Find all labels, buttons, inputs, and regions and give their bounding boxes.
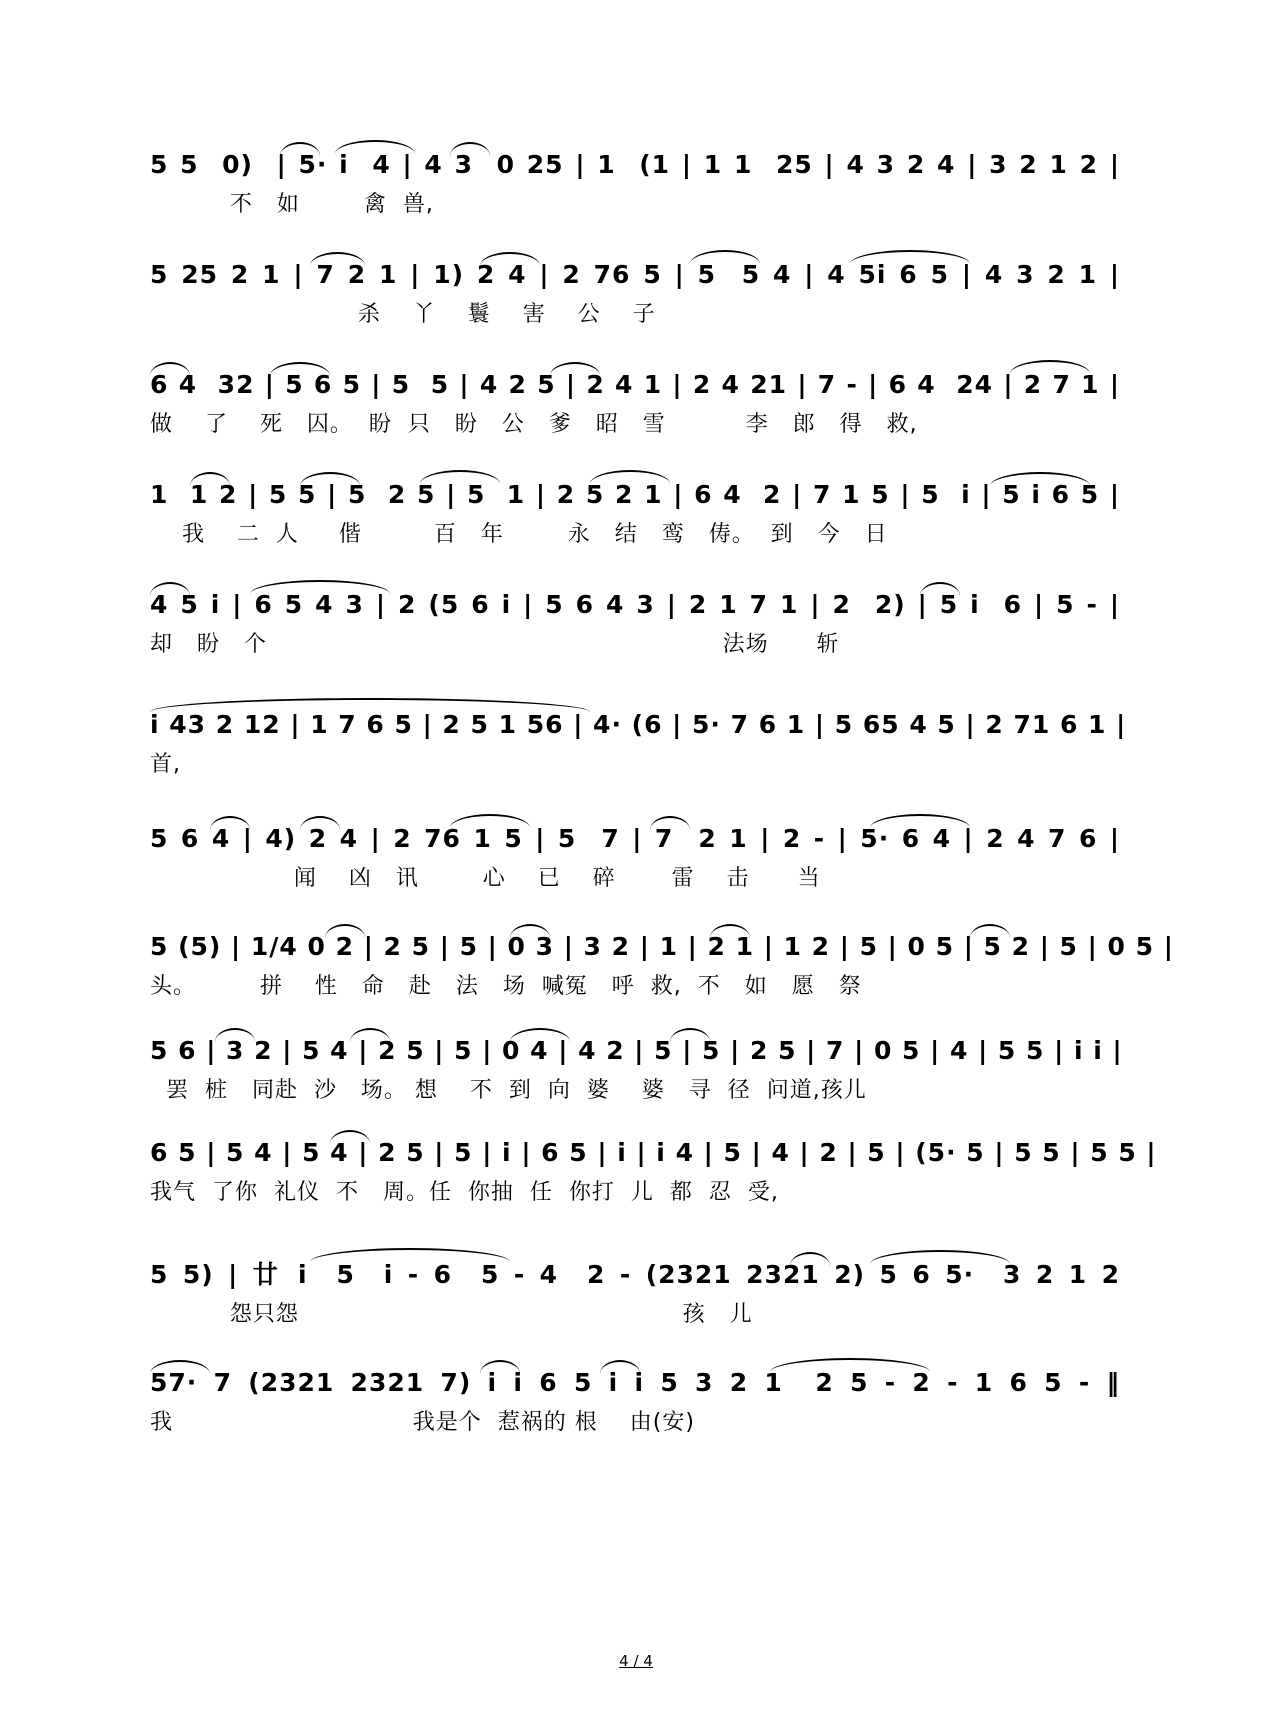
slur — [350, 1028, 390, 1042]
slur — [790, 1252, 830, 1266]
slur — [215, 1028, 255, 1042]
lyrics-line: 却 盼 个 法场 斩 — [150, 632, 840, 657]
slur — [480, 252, 540, 266]
slur — [190, 472, 230, 486]
lyrics-line: 罢 桩 同赴 沙 场。 想 不 到 向 婆 婆 寻 径 问道,孩儿 — [150, 1078, 867, 1103]
slur — [710, 924, 750, 938]
lyrics-line: 头。 拼 性 命 赴 法 场 喊冤 呼 救, 不 如 愿 祭 — [150, 974, 862, 999]
slur — [150, 362, 190, 376]
lyrics-line: 我气 了你 礼仪 不 周。任 你抽 任 你打 儿 都 忍 受, — [150, 1180, 779, 1205]
slur — [770, 1358, 930, 1372]
slur — [150, 1360, 210, 1374]
slur — [970, 924, 1010, 938]
slur — [870, 814, 970, 828]
slur — [150, 582, 190, 596]
slur — [325, 924, 365, 938]
slur — [550, 362, 600, 376]
notation-line: 4 5 i | 6 5 4 3 | 2 (5 6 i | 5 6 4 3 | 2 1 7 1 | 2 2) | 5 i 6 | 5 - | — [150, 590, 1120, 619]
lyrics-line: 我 我是个 惹祸的 根 由(安) — [150, 1410, 695, 1435]
slur — [250, 580, 390, 594]
slur — [690, 250, 760, 264]
slur — [990, 472, 1090, 486]
slur — [270, 362, 330, 376]
slur — [335, 140, 415, 154]
slur — [1010, 360, 1090, 374]
slur — [450, 814, 530, 828]
notation-line: 5 (5) | 1/4 0 2 | 2 5 | 5 | 0 3 | 3 2 | 1 | 2 1 | 1 2 | 5 | 0 5 | 5 2 | 5 | 0 5 | — [150, 932, 1174, 961]
notation-line: 5 6 | 3 2 | 5 4 | 2 5 | 5 | 0 4 | 4 2 | 5 | 5 | 2 5 | 7 | 0 5 | 4 | 5 5 | i i | — [150, 1036, 1123, 1065]
notation-line: 6 5 | 5 4 | 5 4 | 2 5 | 5 | i | 6 5 | i | i 4 | 5 | 4 | 2 | 5 | (5· 5 | 5 5 | 5 5 | — [150, 1138, 1157, 1167]
notation-line: 1 1 2 | 5 5 | 5 2 5 | 5 1 | 2 5 2 1 | 6 4 2 | 7 1 5 | 5 i | 5 i 6 5 | — [150, 480, 1120, 509]
slur — [330, 1130, 370, 1144]
lyrics-line: 不 如 禽 兽, — [150, 192, 434, 217]
slur — [670, 1028, 710, 1042]
slur — [510, 924, 550, 938]
notation-line: 57· 7 (2321 2321 7) i i 6 5 i i 5 3 2 1 2 5 - 2 - 1 6 5 - ‖ — [150, 1368, 1120, 1397]
slur — [310, 1248, 510, 1262]
lyrics-line: 首, — [150, 752, 181, 777]
slur — [310, 252, 365, 266]
slur — [300, 816, 340, 830]
slur — [920, 582, 960, 596]
notation-line: 5 6 4 | 4) 2 4 | 2 76 1 5 | 5 7 | 7 2 1 | 2 - | 5· 6 4 | 2 4 7 6 | — [150, 824, 1120, 853]
notation-line: 6 4 32 | 5 6 5 | 5 5 | 4 2 5 | 2 4 1 | 2 4 21 | 7 - | 6 4 24 | 2 7 1 | — [150, 370, 1120, 399]
notation-line: 5 5) | 廿 i 5 i - 6 5 - 4 2 - (2321 2321 2) 5 6 5· 3 2 1 2 — [150, 1260, 1120, 1289]
lyrics-line: 闻 凶 讯 心 已 碎 雷 击 当 — [150, 866, 821, 891]
slur — [870, 1250, 1010, 1264]
notation-line: 5 25 2 1 | 7 2 1 | 1) 2 4 | 2 76 5 | 5 5 4 | 4 5i 6 5 | 4 3 2 1 | — [150, 260, 1120, 289]
lyrics-line: 怨只怨 孩 儿 — [150, 1302, 753, 1327]
slur — [450, 142, 490, 156]
notation-line: 5 5 0) | 5· i 4 | 4 3 0 25 | 1 (1 | 1 1 25 | 4 3 2 4 | 3 2 1 2 | — [150, 150, 1120, 179]
page-number-text: 4 / 4 — [619, 1652, 653, 1670]
slur — [150, 698, 590, 712]
slur — [600, 1360, 640, 1374]
slur — [650, 816, 690, 830]
notation-line: i 43 2 12 | 1 7 6 5 | 2 5 1 56 | 4· (6 | 5· 7 6 1 | 5 65 4 5 | 2 71 6 1 | — [150, 710, 1127, 739]
lyrics-line: 做 了 死 囚。 盼 只 盼 公 爹 昭 雪 李 郎 得 救, — [150, 412, 918, 437]
lyrics-line: 我 二 人 偕 百 年 永 结 鸾 俦。 到 今 日 — [150, 522, 888, 547]
slur — [300, 472, 360, 486]
slur — [420, 470, 500, 484]
slur — [510, 1028, 570, 1042]
slur — [480, 1360, 520, 1374]
page-number — [0, 1652, 1272, 1670]
slur — [850, 250, 970, 264]
lyrics-line: 杀 丫 鬟 害 公 子 — [150, 302, 656, 327]
slur — [280, 142, 320, 156]
slur — [210, 816, 250, 830]
slur — [590, 470, 670, 484]
